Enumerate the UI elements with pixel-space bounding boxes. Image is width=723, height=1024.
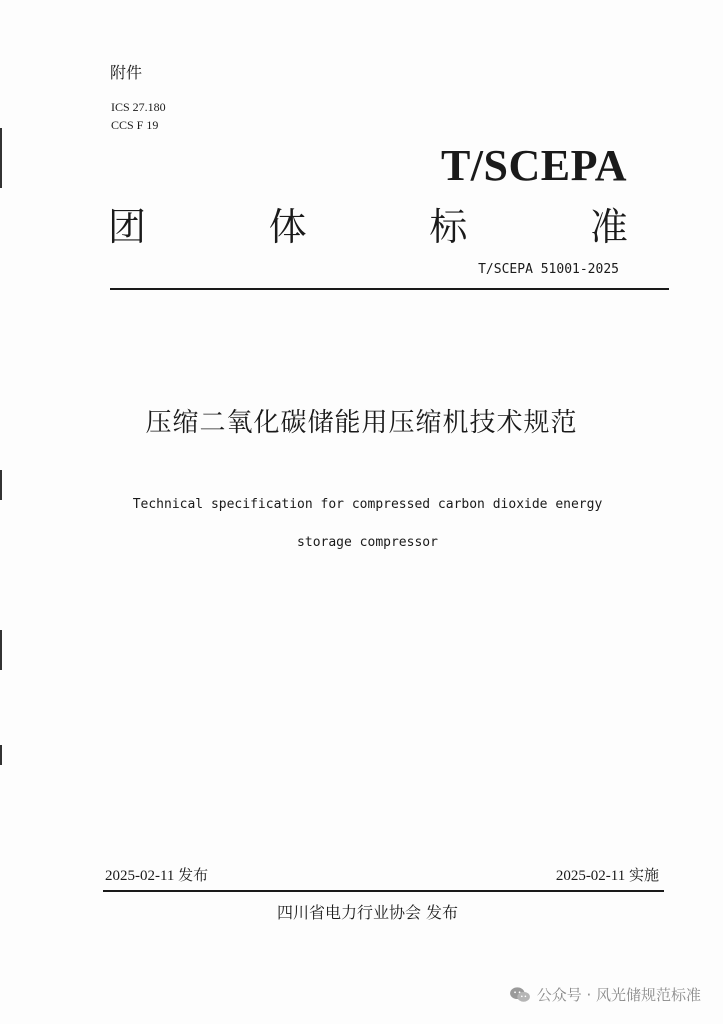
scan-edge-mark (0, 630, 2, 670)
group-standard-title (108, 196, 628, 251)
scan-edge-mark (0, 745, 2, 765)
wechat-icon (509, 986, 531, 1004)
annex-label: 附件 (110, 63, 143, 82)
standard-code: T/SCEPA (440, 141, 627, 190)
chinese-title: 压缩二氧化碳储能用压缩机技术规范 (145, 408, 578, 438)
issue-date: 2025-02-11 发布 (105, 868, 209, 884)
ccs-code: CCS F 19 (111, 118, 159, 132)
group-standard-char: 准 (589, 205, 628, 249)
ics-code: ICS 27.180 (111, 100, 166, 114)
scan-edge-mark (0, 470, 2, 500)
english-title-line1: Technical specification for compressed carbon dioxide energy (132, 497, 603, 512)
watermark-text: 公众号 · 风光储规范标准 (536, 986, 701, 1004)
implementation-date: 2025-02-11 实施 (555, 868, 659, 884)
group-standard-char: 体 (268, 205, 307, 249)
watermark (509, 984, 701, 1005)
group-standard-char: 标 (429, 205, 468, 249)
english-title-line2: storage compressor (297, 535, 438, 550)
standard-number: T/SCEPA 51001-2025 (478, 262, 619, 277)
footer-divider (103, 890, 664, 892)
scan-edge-mark (0, 128, 2, 188)
header-divider (110, 288, 669, 290)
group-standard-char: 团 (108, 205, 147, 249)
publisher: 四川省电力行业协会 发布 (276, 903, 459, 922)
